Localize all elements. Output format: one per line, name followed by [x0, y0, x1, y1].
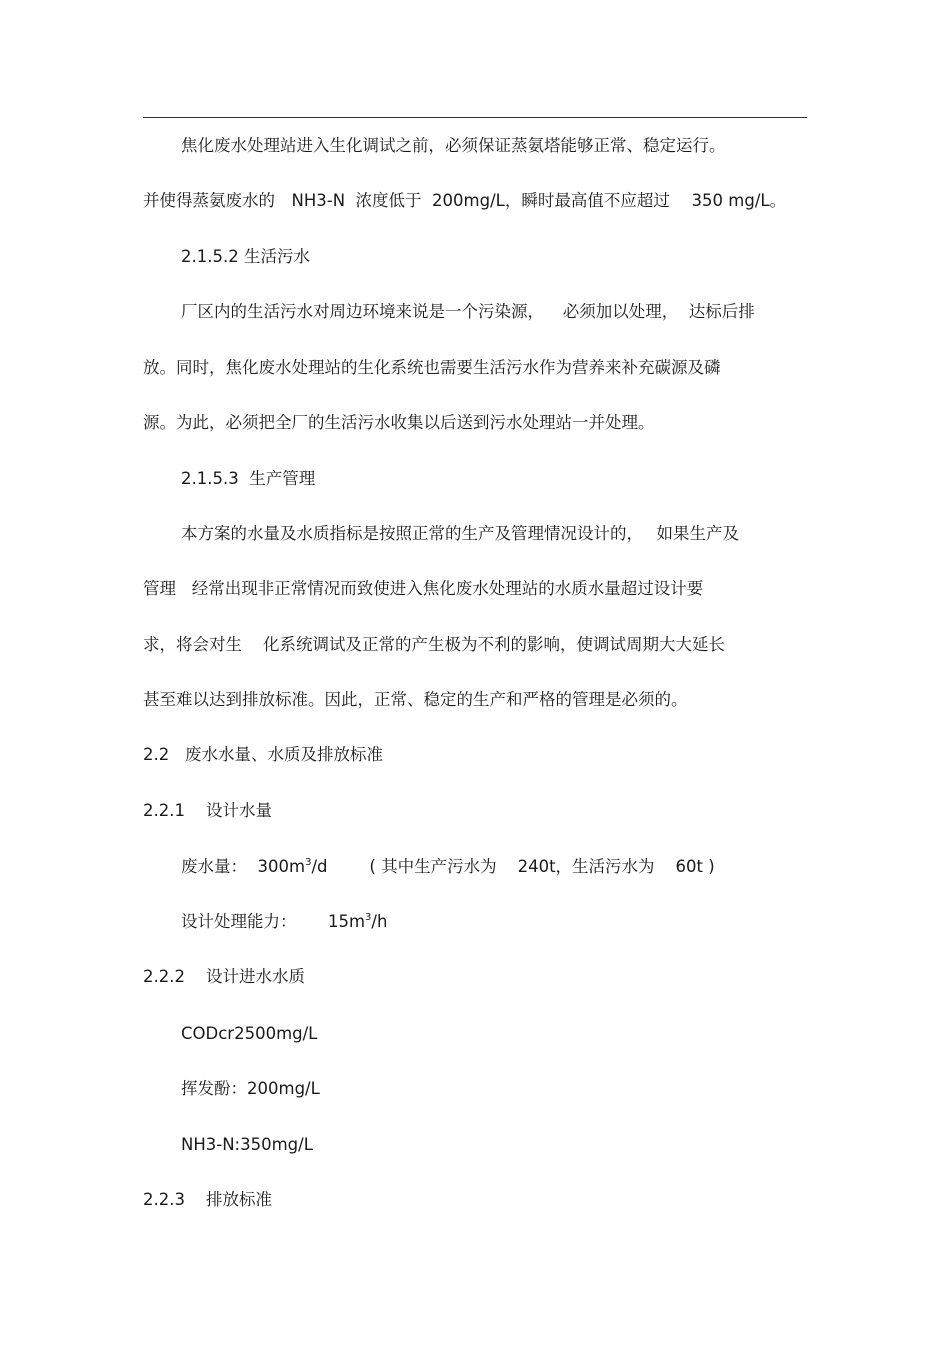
section-heading-2-2-3: 2.2.3 排放标准	[143, 1190, 272, 1209]
volume-text-rest: /d ( 其中生产污水为 240t，生活污水为 60t )	[311, 857, 715, 876]
quality-row	[181, 1024, 317, 1044]
paragraph-line: 求，将会对生 化系统调试及正常的产生极为不利的影响，使调试周期大大延长	[143, 635, 725, 654]
capacity-text: 设计处理能力： 15m	[181, 912, 366, 931]
quality-row	[181, 1135, 313, 1155]
quality-value: 200mg/L	[247, 1079, 320, 1098]
quality-value: 350mg/L	[240, 1135, 313, 1154]
superscript: 3	[305, 857, 312, 868]
section-heading-2-1-5-3: 2.1.5.3 生产管理	[181, 469, 316, 488]
paragraph-line: 放。同时，焦化废水处理站的生化系统也需要生活污水作为营养来补充碳源及磷	[143, 358, 721, 377]
paragraph-line: 管理 经常出现非正常情况而致使进入焦化废水处理站的水质水量超过设计要	[143, 579, 704, 598]
section-heading-2-2: 2.2 废水水量、水质及排放标准	[143, 745, 383, 764]
quality-value: 2500mg/L	[234, 1024, 318, 1043]
section-heading-2-1-5-2: 2.1.5.2 生活污水	[181, 247, 310, 266]
paragraph-line: 甚至难以达到排放标准。因此，正常、稳定的生产和严格的管理是必须的。	[143, 690, 688, 709]
quality-name: CODcr	[181, 1024, 235, 1043]
paragraph-line: 焦化废水处理站进入生化调试之前，必须保证蒸氨塔能够正常、稳定运行。	[181, 136, 726, 155]
quality-name: NH3-N:	[181, 1135, 241, 1154]
section-heading-2-2-1: 2.2.1 设计水量	[143, 801, 272, 820]
wastewater-volume-line	[181, 857, 715, 877]
paragraph-line: 厂区内的生活污水对周边环境来说是一个污染源， 必须加以处理， 达标后排	[181, 302, 755, 321]
quality-row	[181, 1079, 320, 1099]
header-rule	[143, 117, 807, 118]
paragraph-line: 源。为此，必须把全厂的生活污水收集以后送到污水处理站一并处理。	[143, 413, 655, 432]
superscript: 3	[365, 912, 372, 923]
quality-name: 挥发酚：	[181, 1079, 247, 1098]
volume-text: 废水量： 300m	[181, 857, 306, 876]
paragraph-line: 并使得蒸氨废水的 NH3-N 浓度低于 200mg/L，瞬时最高值不应超过 350 mg/L。	[143, 191, 787, 210]
design-capacity-line	[181, 912, 387, 932]
capacity-unit: /h	[371, 912, 388, 931]
section-heading-2-2-2: 2.2.2 设计进水水质	[143, 967, 305, 986]
paragraph-line: 本方案的水量及水质指标是按照正常的生产及管理情况设计的， 如果生产及	[181, 524, 739, 543]
